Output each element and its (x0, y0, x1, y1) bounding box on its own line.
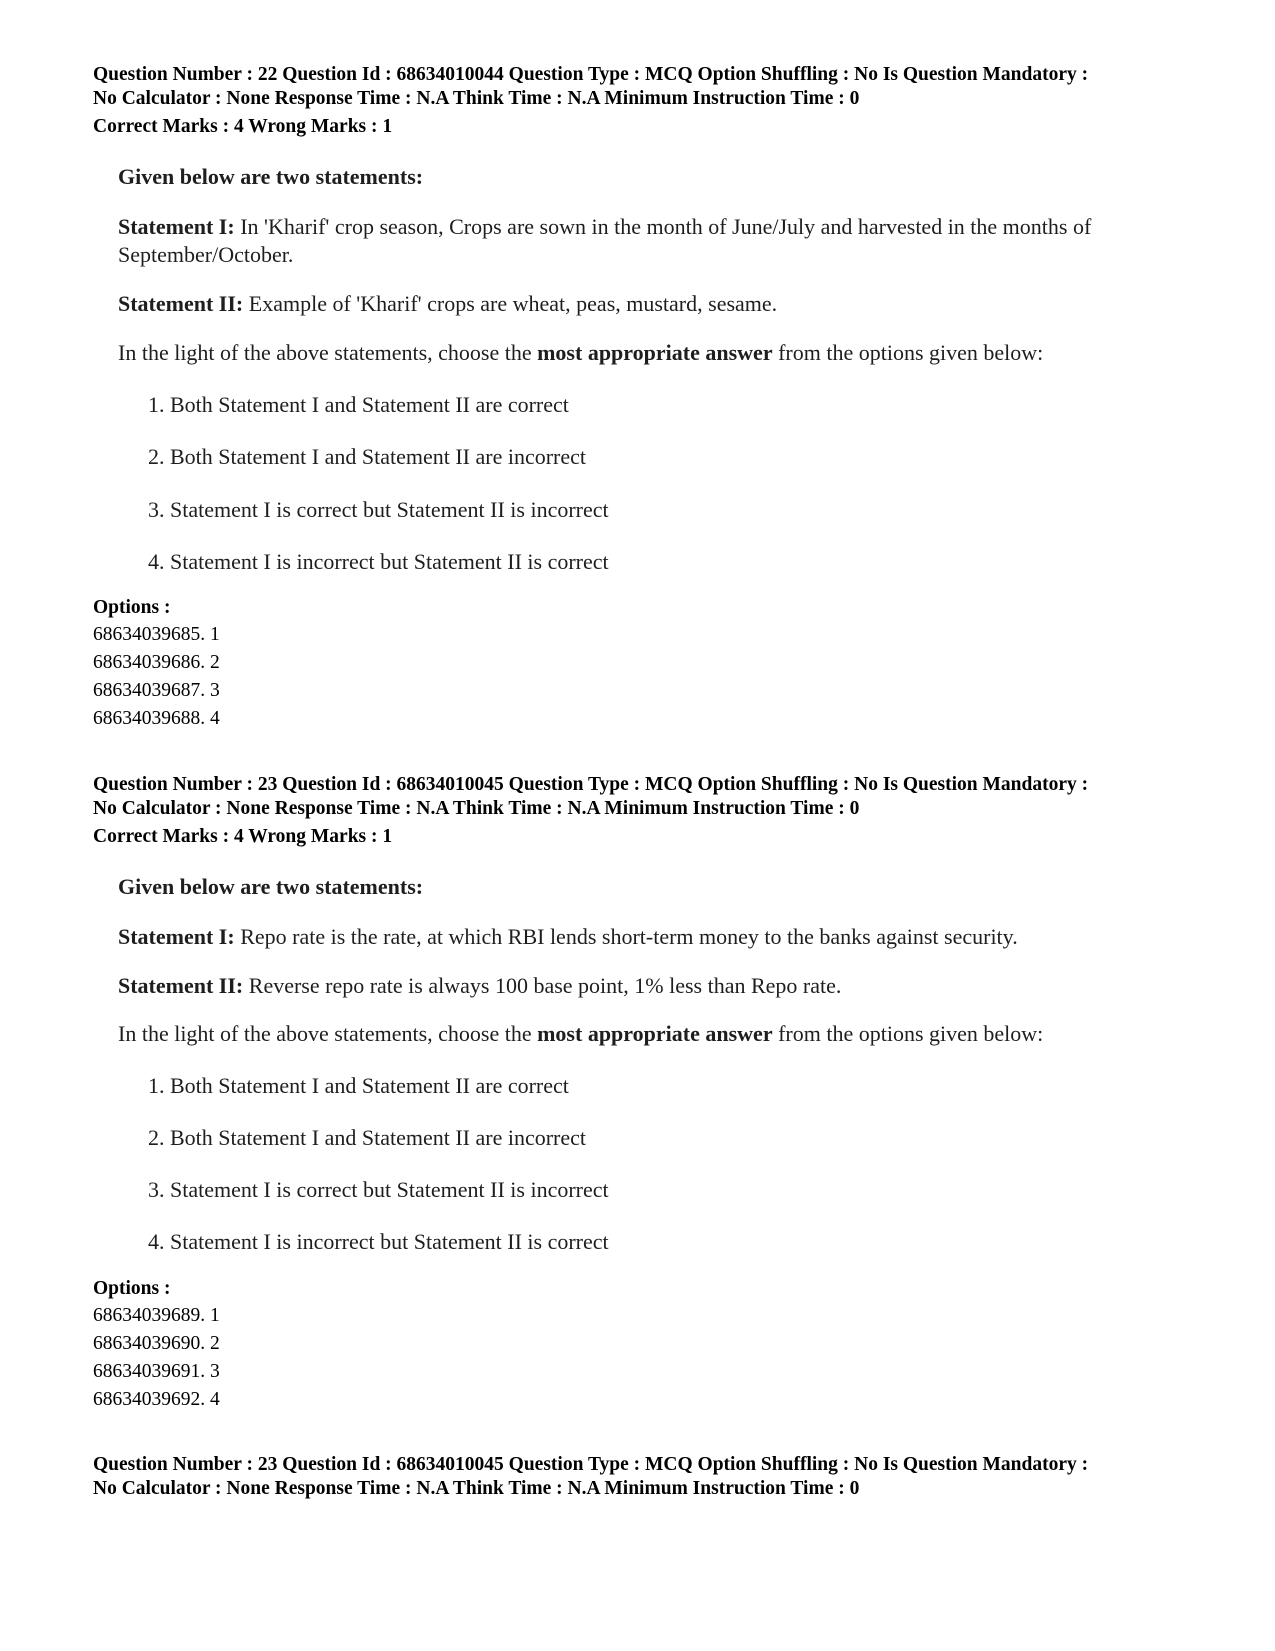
answer-choice: 4. Statement I is incorrect but Statement II is correct (148, 549, 609, 574)
meta-line: No Calculator : None Response Time : N.A Think Time : N.A Minimum Instruction Time : 0 (93, 88, 860, 109)
statement-text: Example of 'Kharif' crops are wheat, peas, mustard, sesame. (243, 291, 778, 316)
question-heading: Given below are two statements: (118, 164, 424, 189)
meta-line: Question Number : 23 Question Id : 68634010045 Question Type : MCQ Option Shuffling : No Is Question Mandatory : (93, 774, 1089, 795)
question-meta (93, 63, 1203, 111)
question-meta (93, 1453, 1203, 1501)
options-label: Options : (93, 597, 171, 618)
statement-two (118, 972, 1188, 1000)
instruction-text: In the light of the above statements, choose the (118, 340, 538, 365)
option-item: 68634039685. 1 (93, 624, 220, 645)
options-label: Options : (93, 1278, 171, 1299)
statement-text: Repo rate is the rate, at which RBI lends short-term money to the banks against security. (234, 924, 1018, 949)
statement-one (118, 923, 1188, 951)
instruction-text: from the options given below: (772, 340, 1044, 365)
answer-choice: 4. Statement I is incorrect but Statement II is correct (148, 1229, 609, 1254)
option-item: 68634039687. 3 (93, 680, 220, 701)
option-item: 68634039690. 2 (93, 1333, 220, 1354)
instruction (118, 340, 1043, 366)
question-marks: Correct Marks : 4 Wrong Marks : 1 (93, 116, 393, 137)
instruction-emphasis: most appropriate answer (537, 340, 773, 365)
instruction-text: from the options given below: (772, 1021, 1044, 1046)
answer-choice: 2. Both Statement I and Statement II are incorrect (148, 444, 587, 469)
option-item: 68634039686. 2 (93, 652, 220, 673)
meta-line: No Calculator : None Response Time : N.A Think Time : N.A Minimum Instruction Time : 0 (93, 798, 860, 819)
statement-one (118, 213, 1188, 269)
meta-line: Question Number : 23 Question Id : 68634010045 Question Type : MCQ Option Shuffling : No Is Question Mandatory : (93, 1454, 1089, 1475)
answer-choice: 1. Both Statement I and Statement II are correct (148, 392, 569, 417)
option-item: 68634039688. 4 (93, 708, 220, 729)
instruction-emphasis: most appropriate answer (537, 1021, 773, 1046)
question-heading: Given below are two statements: (118, 874, 424, 899)
question-meta (93, 773, 1203, 821)
statement-label: Statement II: (118, 291, 244, 316)
meta-line: Question Number : 22 Question Id : 68634010044 Question Type : MCQ Option Shuffling : No Is Question Mandatory : (93, 64, 1089, 85)
option-item: 68634039691. 3 (93, 1361, 220, 1382)
instruction-text: In the light of the above statements, choose the (118, 1021, 538, 1046)
answer-choice: 3. Statement I is correct but Statement II is incorrect (148, 497, 609, 522)
answer-choice: 3. Statement I is correct but Statement II is incorrect (148, 1177, 609, 1202)
meta-line: No Calculator : None Response Time : N.A Think Time : N.A Minimum Instruction Time : 0 (93, 1478, 860, 1499)
answer-choice: 2. Both Statement I and Statement II are incorrect (148, 1125, 587, 1150)
statement-text: In 'Kharif' crop season, Crops are sown in the month of June/July and harvested in the months of September/October. (118, 214, 1092, 267)
statement-label: Statement I: (118, 924, 235, 949)
statement-two (118, 290, 1188, 318)
statement-label: Statement II: (118, 973, 244, 998)
instruction (118, 1021, 1043, 1047)
statement-text: Reverse repo rate is always 100 base point, 1% less than Repo rate. (243, 973, 842, 998)
answer-choice: 1. Both Statement I and Statement II are correct (148, 1073, 569, 1098)
statement-label: Statement I: (118, 214, 235, 239)
question-marks: Correct Marks : 4 Wrong Marks : 1 (93, 826, 393, 847)
option-item: 68634039689. 1 (93, 1305, 220, 1326)
option-item: 68634039692. 4 (93, 1389, 220, 1410)
